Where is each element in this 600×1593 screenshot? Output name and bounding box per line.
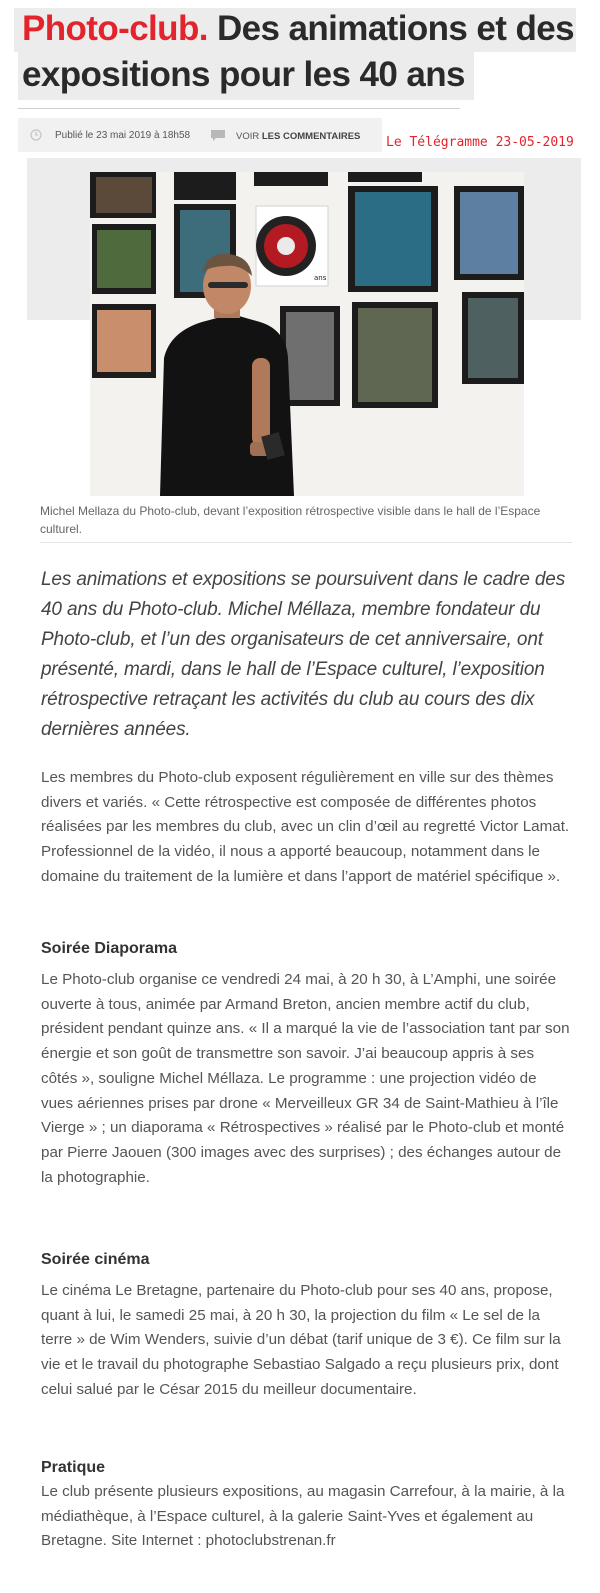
section-text-cinema: Le cinéma Le Bretagne, partenaire du Photo-club pour ses 40 ans, propose, quant à lui, le samedi 25 mai, à 20 h 30, la projection du film « Le sel de la terre » de Wim Wenders, suivie d’un débat (tarif unique de 3 €). Ce film sur la vie et le travail du photographe Sebastiao Salgado a reçu plusieurs prix, dont celui salué par le César 2015 du meilleur documentaire. bbox=[41, 1282, 561, 1398]
article-lead: Les animations et expositions se poursuivent dans le cadre des 40 ans du Photo-club. Michel Méllaza, membre fondateur du Photo-club, et l’un des organisateurs de cet anniversaire, ont présenté, mardi, dans le hall de l’Espace culturel, l’exposition rétrospective retraçant les activités du club au cours des dix dernières années. bbox=[41, 569, 566, 740]
caption-divider bbox=[40, 542, 572, 543]
view-comments-link[interactable] bbox=[236, 131, 360, 142]
headline-kicker: Photo-club. bbox=[22, 9, 208, 48]
article-intro-paragraph: Les membres du Photo-club exposent régulièrement en ville sur des thèmes divers et variés. « Cette rétrospective est composée de différentes photos réalisées par les membres du club, avec un clin d’œil au regretté Victor Lamat. Professionnel de la vidéo, il nous a apporté beaucoup, notamment dans le domaine du traitement de la lumière et dans l’apport de matériel spécifique ». bbox=[41, 769, 570, 885]
section-heading-diaporama: Soirée Diaporama bbox=[41, 940, 178, 957]
section-text-diaporama: Le Photo-club organise ce vendredi 24 mai, à 20 h 30, à L’Amphi, une soirée ouverte à tous, animée par Armand Breton, ancien membre actif du club, président pendant quinze ans. « Il a marqué la vie de l’association tant par son énergie et son goût de transmettre son savoir. J’ai beaucoup appris à ses côtés », souligne Michel Méllaza. Le programme : une projection vidéo de vues aériennes prises par drone « Merveilleux GR 34 de Saint-Mathieu à l’île Vierge » ; un diaporama « Rétrospectives » réalisé par le Photo-club et monté par Pierre Jaouen (300 images avec des surprises) ; des échanges autour de la photographie. bbox=[41, 971, 570, 1186]
article-headline bbox=[22, 6, 582, 98]
comment-icon bbox=[210, 129, 226, 142]
view-comments-prefix: VOIR bbox=[236, 131, 260, 142]
headline-divider bbox=[18, 108, 460, 109]
clock-icon bbox=[30, 129, 42, 141]
anniversary-poster bbox=[256, 206, 328, 286]
headline-text-line2: expositions pour les 40 ans bbox=[22, 55, 465, 94]
section-text-pratique: Le club présente plusieurs expositions, au magasin Carrefour, à la mairie, à la médiathèque, à l’Espace culturel, à la galerie Saint-Yves et également au Bretagne. Site Internet : photoclubstrenan.fr bbox=[41, 1483, 565, 1550]
section-heading-cinema: Soirée cinéma bbox=[41, 1251, 150, 1268]
publish-date: Publié le 23 mai 2019 à 18h58 bbox=[55, 130, 191, 141]
headline-text-line1: Des animations et des bbox=[217, 9, 574, 48]
section-heading-pratique: Pratique bbox=[41, 1459, 106, 1476]
view-comments-label: LES COMMENTAIRES bbox=[261, 131, 361, 142]
photo-caption: Michel Mellaza du Photo-club, devant l’exposition rétrospective visible dans le hall de l’Espace culturel. bbox=[40, 504, 541, 536]
source-annotation: Le Télégramme 23-05-2019 bbox=[386, 135, 574, 150]
svg-text:ans: ans bbox=[314, 274, 327, 282]
article-photo bbox=[90, 172, 524, 496]
exhibition-photo-illustration bbox=[90, 172, 524, 496]
